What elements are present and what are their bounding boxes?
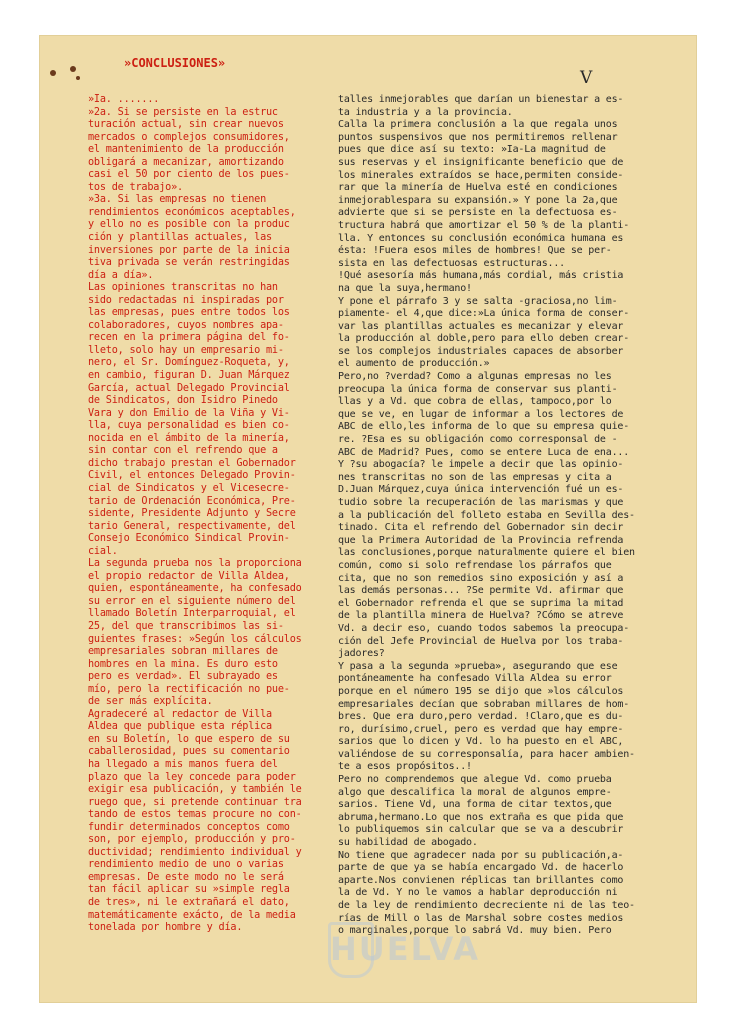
left-column-line: rendimiento medio de uno o varias	[88, 859, 284, 871]
left-column-line: nero, el Sr. Domínguez-Roqueta, y,	[88, 357, 290, 369]
right-column-line: jadores?	[338, 648, 385, 660]
left-column-line: guientes frases: »Según los cálculos	[88, 633, 302, 645]
left-column-line: nocida en el ámbito de la minería,	[88, 432, 290, 444]
left-column-line: hombres en la mina. Es duro esto	[88, 658, 278, 670]
right-column-line: ción del Jefe Provincial de Huelva por los traba-	[338, 635, 624, 647]
right-column-line: Pero no comprendemos que alegue Vd. como prueba	[338, 774, 612, 786]
left-column-line: de Sindicatos, don Isidro Pinedo	[88, 395, 278, 407]
left-column-line: lla, cuya personalidad es bien co-	[88, 420, 290, 432]
right-column-line: Y pasa a la segunda »prueba», asegurando que ese	[338, 660, 618, 672]
right-column-line: sarios que lo dicen y Vd. lo ha puesto en el ABC,	[338, 736, 624, 748]
left-column-line: ductividad; rendimiento individual y	[88, 846, 302, 858]
left-column-line: son, por ejemplo, producción y pro-	[88, 834, 296, 846]
right-column-line: el Gobernador refrenda el que se suprima la mitad	[338, 597, 624, 609]
left-column-line: »2a. Si se persiste en la estruc	[88, 106, 278, 118]
left-column-line: de ser más explícita.	[88, 696, 213, 708]
page-number: V	[580, 68, 593, 88]
right-column-line: tinado. Cita el refrendo del Gobernador sin decir	[338, 522, 624, 534]
left-column-line: en su Boletín, lo que espero de su	[88, 733, 290, 745]
right-column-line: sus reservas y el insignificante beneficio que de	[338, 156, 624, 168]
right-column-line: las conclusiones,porque naturalmente quiere el bien	[338, 547, 635, 559]
left-column-line: tario de Ordenación Económica, Pre-	[88, 495, 296, 507]
right-column-line: rías de Mill o las de Marshal sobre costes medios	[338, 912, 624, 924]
right-column-line: parte de que ya se había encargado Vd. de hacerlo	[338, 862, 624, 874]
document-sheet	[40, 36, 696, 1002]
left-column-line: Vara y don Emilio de la Viña y Vi-	[88, 407, 290, 419]
right-column-line: tructura habrá que amortizar el 50 % de la planti-	[338, 219, 630, 231]
left-column-line: llamado Boletín Interparroquial, el	[88, 608, 296, 620]
left-column-line: sin contar con el refrendo que a	[88, 445, 278, 457]
left-column-line: cial.	[88, 545, 118, 557]
left-column-line: colaboradores, cuyos nombres apa-	[88, 319, 284, 331]
left-column-line: cial de Sindicatos y el Vicesecre-	[88, 482, 290, 494]
right-column-line: empresariales decían que sobraban millares de hom-	[338, 698, 630, 710]
left-column-line: tando de estos temas procure no con-	[88, 809, 302, 821]
punch-hole	[76, 76, 80, 80]
left-column-line: 25, del que transcribimos las si-	[88, 620, 284, 632]
right-column-line: pontáneamente ha confesado Villa Aldea su error	[338, 673, 612, 685]
left-column-line: ruego que, si pretende continuar tra	[88, 796, 302, 808]
right-column-line: lla. Y entonces su conclusión económica humana es	[338, 232, 624, 244]
left-column-line: Las opiniones transcritas no han	[88, 282, 278, 294]
left-column-line: de tres», ni le extrañará el dato,	[88, 897, 290, 908]
right-column-line: tudio sobre la recuperación de las marismas y que	[338, 497, 624, 508]
left-column-line: turación actual, sin crear nuevos	[88, 119, 284, 131]
right-column-line: bres. Que era duro,pero verdad. !Claro,que es du-	[338, 711, 624, 723]
right-column-line: aparte.Nos convienen réplicas tan brillantes como	[338, 874, 624, 886]
left-column-line: plazo que la ley concede para poder	[88, 771, 296, 783]
left-column-line: tario General, respectivamente, del	[88, 520, 296, 532]
left-column-line: pero es verdad». El subrayado es	[88, 671, 278, 683]
right-column-line: nes transcritas no son de las empresas y cita a	[338, 471, 612, 483]
left-column-line: exigir esa publicación, y también le	[88, 784, 302, 796]
right-column-line: pues que dice así su texto: »Ia-La magnitud de	[338, 144, 606, 156]
left-column-line: matemáticamente exácto, de la media	[88, 909, 296, 921]
left-column-line: las empresas, pues entre todos los	[88, 307, 290, 319]
right-column-line: advierte que si se persiste en la defectuosa es-	[338, 207, 618, 219]
right-column-line: inmejorablespara su expansión.» Y pone la 2a,que	[338, 194, 618, 206]
page-heading: »CONCLUSIONES»	[124, 56, 226, 70]
right-column-line: Y pone el párrafo 3 y se salta -graciosa,no lim-	[338, 295, 618, 307]
left-column-line: el mantenimiento de la producción	[88, 144, 284, 156]
right-column-line: que se ve, en lugar de informar a los lectores de	[338, 408, 624, 420]
right-column-line: que la Primera Autoridad de la Provincia refrenda	[338, 534, 624, 546]
right-column-line: los minerales extraídos se hace,permiten conside-	[338, 169, 624, 181]
right-column-line: valiéndose de su corresponsalía, para hacer ambien-	[338, 748, 635, 760]
right-column-line: te a esos propósitos..!	[338, 761, 472, 773]
left-column-line: tiva privada se verán restringidas	[88, 257, 290, 269]
left-column-line: García, actual Delegado Provincial	[88, 382, 290, 394]
left-column-line: sidente, Presidente Adjunto y Secre	[88, 508, 296, 520]
left-column-line: quien, espontáneamente, ha confesado	[88, 583, 302, 595]
left-column-line: rendimientos económicos aceptables,	[88, 206, 296, 218]
left-column-line: ción y plantillas actuales, las	[88, 232, 272, 244]
right-column-line: cita, que no son remedios sino exposición y así a	[338, 572, 624, 584]
left-column-line: obligará a mecanizar, amortizando	[88, 156, 284, 168]
left-column-line: casi el 50 por ciento de los pues-	[88, 169, 290, 181]
left-column-line: tonelada por hombre y día.	[88, 922, 243, 934]
left-column-line: empresas. De este modo no le será	[88, 871, 284, 883]
left-column-line: mío, pero la rectificación no pue-	[88, 683, 290, 695]
right-column-line: sista en las defectuosas estructuras...	[338, 257, 565, 269]
left-column-line: empresariales sobran millares de	[88, 646, 278, 658]
left-column-line: en cambio, figuran D. Juan Márquez	[88, 370, 290, 382]
watermark: HUELVA	[330, 930, 480, 968]
left-column-line: Civil, el entonces Delegado Provin-	[88, 470, 296, 482]
right-column-line: común, como si solo refrendase los párrafos que	[338, 559, 612, 571]
left-column-line: mercados o complejos consumidores,	[88, 131, 290, 143]
right-column-line: Calla la primera conclusión a la que regala unos	[338, 119, 618, 131]
right-column-line: rar que la minería de Huelva esté en condiciones	[338, 182, 618, 194]
left-column-line: y ello no es posible con la produc	[88, 219, 290, 231]
right-column-line: ta industria y a la provincia.	[338, 106, 513, 118]
right-column-line: algo que descalifica la moral de algunos empre-	[338, 786, 612, 798]
left-column-line: día a día».	[88, 269, 154, 281]
left-column-line: inversiones por parte de la inicia	[88, 244, 290, 256]
punch-hole	[70, 66, 76, 72]
punch-hole	[50, 70, 56, 76]
right-column-line: la de Vd. Y no le vamos a hablar deproducción ni	[338, 887, 618, 899]
left-column-line: tos de trabajo».	[88, 181, 183, 193]
left-column-line: fundir determinados conceptos como	[88, 821, 290, 833]
right-column-line: porque en el número 195 se dijo que »los cálculos	[338, 685, 624, 697]
right-column-line: abruma,hermano.Lo que nos extraña es que pida que	[338, 811, 624, 823]
right-column-line: a la publicación del folleto estaba en Sevilla des-	[338, 509, 635, 521]
right-column-line: de la ley de rendimiento decreciente ni de las teo-	[338, 900, 635, 911]
right-column-line: lo publiquemos sin calcular que se va a descubrir	[338, 824, 624, 836]
left-column-line: La segunda prueba nos la proporciona	[88, 558, 302, 570]
left-column-line: »Ia. .......	[88, 94, 160, 105]
right-column-line: sarios. Tiene Vd, una forma de citar textos,que	[338, 799, 612, 811]
right-column-line: ABC de ello,les informa de lo que su empresa quie-	[338, 421, 630, 433]
right-column-line: D.Juan Márquez,cuya única intervención fué un es-	[338, 484, 624, 496]
right-column-line: Y ?su abogacía? le impele a decir que las opinio-	[338, 459, 624, 471]
left-column-line: Consejo Económico Sindical Provin-	[88, 533, 290, 545]
left-column	[88, 94, 360, 935]
right-column-line: var las plantillas actuales es mecanizar y elevar	[338, 320, 624, 332]
right-column-line: talles inmejorables que darían un bienestar a es-	[338, 94, 624, 105]
left-column-line: lleto, solo hay un empresario mi-	[88, 344, 284, 356]
right-column-line: el aumento de producción.»	[338, 358, 490, 370]
right-column-line: ro, durísimo,cruel, pero es verdad que hay empre-	[338, 723, 624, 735]
right-column-line: ésta: !Fuera esos miles de hombres! Que se per-	[338, 245, 612, 257]
right-column-line: o marginales,porque lo sabrá Vd. muy bien. Pero	[338, 925, 612, 937]
left-column-line: »3a. Si las empresas no tienen	[88, 194, 267, 206]
right-column-line: No tiene que agradecer nada por su publicación,a-	[338, 849, 624, 861]
right-column-line: re. ?Esa es su obligación como corresponsal de -	[338, 434, 618, 446]
left-column-line: sido redactadas ni inspiradas por	[88, 294, 284, 306]
right-column	[338, 94, 658, 938]
right-column-line: las demás personas... ?Se permite Vd. afirmar que	[338, 585, 624, 597]
right-column-line: preocupa la única forma de conservar sus planti-	[338, 383, 618, 395]
left-column-line: Aldea que publique esta réplica	[88, 721, 272, 733]
left-column-line: tan fácil aplicar su »simple regla	[88, 884, 290, 896]
right-column-line: la producción al doble,pero para ello deben crear-	[338, 333, 630, 345]
right-column-line: llas y a Vd. que cobra de ellas, tampoco,por lo	[338, 396, 612, 408]
left-column-line: su error en el siguiente número del	[88, 595, 296, 607]
right-column-line: !Qué asesoría más humana,más cordial, más cristia	[338, 270, 624, 282]
left-column-line: Agradeceré al redactor de Villa	[88, 708, 272, 720]
right-column-line: se los complejos industriales capaces de absorber	[338, 345, 624, 357]
right-column-line: puntos suspensivos que nos permitiremos rellenar	[338, 131, 618, 143]
right-column-line: de la plantilla minera de Huelva? ?Cómo se atreve	[338, 610, 624, 622]
right-column-line: na que la suya,hermano!	[338, 282, 472, 294]
right-column-line: su habilidad de abogado.	[338, 837, 478, 849]
left-column-line: caballerosidad, pues su comentario	[88, 746, 290, 758]
right-column-line: Pero,no ?verdad? Como a algunas empresas no les	[338, 371, 612, 383]
left-column-line: dicho trabajo prestan el Gobernador	[88, 457, 296, 469]
left-column-line: ha llegado a mis manos fuera del	[88, 758, 278, 770]
right-column-line: piamente- el 4,que dice:»La única forma de conser-	[338, 308, 630, 320]
right-column-line: ABC de Madrid? Pues, como se entere Luca de ena...	[338, 446, 630, 458]
left-column-line: recen en la primera página del fo-	[88, 332, 290, 344]
left-column-line: el propio redactor de Villa Aldea,	[88, 570, 290, 582]
right-column-line: Vd. a decir eso, cuando todos sabemos la preocupa-	[338, 622, 630, 634]
